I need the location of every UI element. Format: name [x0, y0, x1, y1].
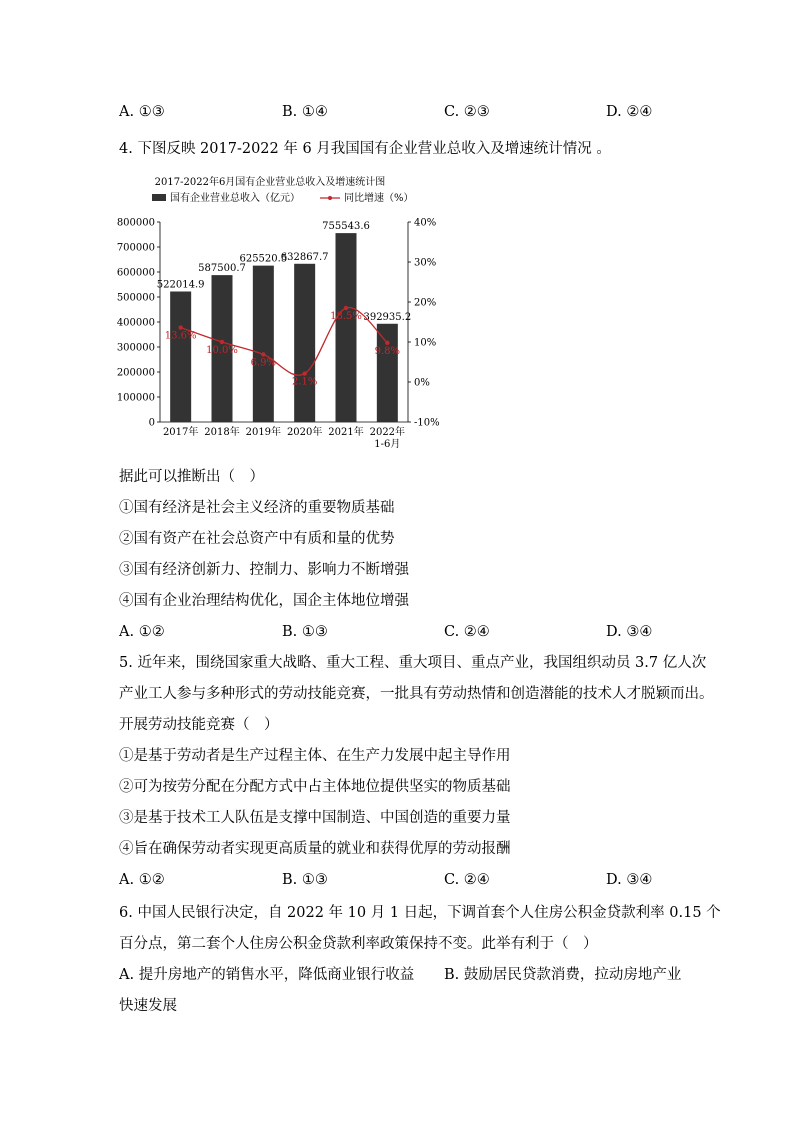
- q5-option-a: A. ①②: [119, 872, 165, 888]
- legend-line-label: 同比增速（%）: [344, 193, 414, 204]
- revenue-bar-label: 755543.6: [322, 221, 370, 233]
- revenue-bar: [170, 291, 191, 422]
- q3-option-a: A. ①③: [119, 104, 165, 120]
- q5-option-d: D. ③④: [606, 872, 653, 888]
- q5-statement-4: ④旨在确保劳动者实现更高质量的就业和获得优厚的劳动报酬: [119, 841, 511, 857]
- q6-option-b-continued: 快速发展: [119, 998, 177, 1014]
- q4-stem: 4. 下图反映 2017-2022 年 6 月我国国有企业营业总收入及增速统计情况 。: [119, 141, 611, 157]
- q5-statement-2: ②可为按劳分配在分配方式中占主体地位提供坚实的物质基础: [119, 779, 511, 795]
- q5-stem-line-3: 开展劳动技能竞赛（ ）: [119, 717, 279, 733]
- revenue-bar: [250, 266, 277, 422]
- revenue-bar: [291, 264, 318, 422]
- revenue-bar: [336, 233, 357, 422]
- q4-option-c: C. ②④: [444, 624, 490, 640]
- right-tick-label: 0%: [414, 377, 430, 389]
- q4-prompt: 据此可以推断出（ ）: [119, 469, 264, 485]
- q4-option-a: A. ①②: [119, 624, 165, 640]
- revenue-bar-label: 625520.5: [239, 253, 288, 265]
- q6-stem-line-1: 6. 中国人民银行决定，自 2022 年 10 月 1 日起，下调首套个人住房公积金贷款利率 0.15 个: [119, 905, 721, 921]
- q5-statement-3: ③是基于技术工人队伍是支撑中国制造、中国创造的重要力量: [119, 810, 511, 826]
- q5-option-c: C. ②④: [444, 872, 490, 888]
- left-tick-label: 600000: [116, 267, 155, 279]
- growth-rate-label: 10.0%: [206, 345, 238, 356]
- q6-option-a: A. 提升房地产的销售水平，降低商业银行收益: [119, 967, 415, 983]
- q4-chart: [116, 170, 440, 460]
- right-tick-label: 40%: [414, 217, 437, 229]
- left-tick-label: 400000: [116, 317, 155, 329]
- x-tick-label: 2019年: [245, 427, 282, 438]
- x-tick-label: 2021年: [328, 427, 364, 438]
- growth-rate-label: 6.9%: [250, 357, 277, 369]
- revenue-bar-label: 632867.7: [280, 251, 329, 263]
- q5-stem-line-2: 产业工人参与多种形式的劳动技能竞赛，一批具有劳动热情和创造潜能的技术人才脱颖而出。: [119, 686, 714, 702]
- left-tick-label: 800000: [116, 217, 155, 229]
- revenue-bar-label: 522014.9: [156, 279, 205, 291]
- left-tick-label: 300000: [116, 342, 155, 354]
- x-tick-label: 2020年: [286, 427, 323, 438]
- legend-bar-swatch: [152, 194, 166, 201]
- left-tick-label: 700000: [116, 242, 155, 254]
- growth-rate-point: [385, 341, 389, 345]
- right-tick-label: 30%: [414, 257, 437, 269]
- right-tick-label: 20%: [414, 297, 437, 309]
- q3-option-b: B. ①④: [282, 104, 328, 120]
- chart-title: 2017-2022年6月国有企业营业总收入及增速统计图: [154, 177, 386, 188]
- q4-statement-2: ②国有资产在社会总资产中有质和量的优势: [119, 531, 395, 547]
- q3-option-c: C. ②③: [444, 104, 490, 120]
- q4-option-d: D. ③④: [606, 624, 653, 640]
- left-tick-label: 0: [148, 417, 155, 429]
- growth-rate-point: [302, 371, 306, 375]
- q4-option-b: B. ①③: [282, 624, 328, 640]
- left-tick-label: 100000: [116, 392, 155, 404]
- growth-rate-point: [178, 325, 182, 329]
- growth-rate-label: 2.1%: [291, 376, 318, 388]
- growth-rate-label: 18.5%: [330, 311, 362, 322]
- revenue-bar-label: 587500.7: [198, 263, 246, 275]
- x-tick-label: 2022年: [369, 427, 406, 438]
- right-tick-label: -10%: [414, 417, 440, 429]
- revenue-bar: [374, 324, 401, 422]
- x-tick-label: 2017年: [162, 427, 199, 438]
- q5-stem-line-1: 5. 近年来，围绕国家重大战略、重大工程、重大项目、重点产业，我国组织动员 3.7 亿人次: [119, 655, 707, 671]
- q4-statement-1: ①国有经济是社会主义经济的重要物质基础: [119, 500, 395, 516]
- q5-option-b: B. ①③: [282, 872, 328, 888]
- q6-stem-line-2: 百分点，第二套个人住房公积金贷款利率政策保持不变。此举有利于（ ）: [119, 936, 598, 952]
- growth-rate-label: 13.6%: [164, 330, 197, 342]
- q4-statement-4: ④国有企业治理结构优化，国企主体地位增强: [119, 593, 409, 609]
- growth-rate-point: [261, 352, 265, 356]
- right-tick-label: 10%: [414, 337, 437, 349]
- x-tick-label: 1-6月: [374, 439, 401, 450]
- legend-bar-label: 国有企业营业总收入（亿元）: [170, 193, 300, 204]
- growth-rate-point: [220, 340, 224, 344]
- revenue-bar-label: 392935.2: [363, 311, 412, 323]
- growth-rate-label: 9.8%: [374, 345, 401, 357]
- legend-line-marker: [328, 196, 332, 200]
- left-tick-label: 200000: [116, 367, 155, 379]
- q3-option-d: D. ②④: [606, 104, 653, 120]
- q4-statement-3: ③国有经济创新力、控制力、影响力不断增强: [119, 562, 409, 578]
- q5-statement-1: ①是基于劳动者是生产过程主体、在生产力发展中起主导作用: [119, 748, 511, 764]
- q6-option-b: B. 鼓励居民贷款消费，拉动房地产业: [444, 967, 682, 983]
- x-tick-label: 2018年: [204, 427, 240, 438]
- growth-rate-point: [344, 306, 348, 310]
- left-tick-label: 500000: [116, 292, 155, 304]
